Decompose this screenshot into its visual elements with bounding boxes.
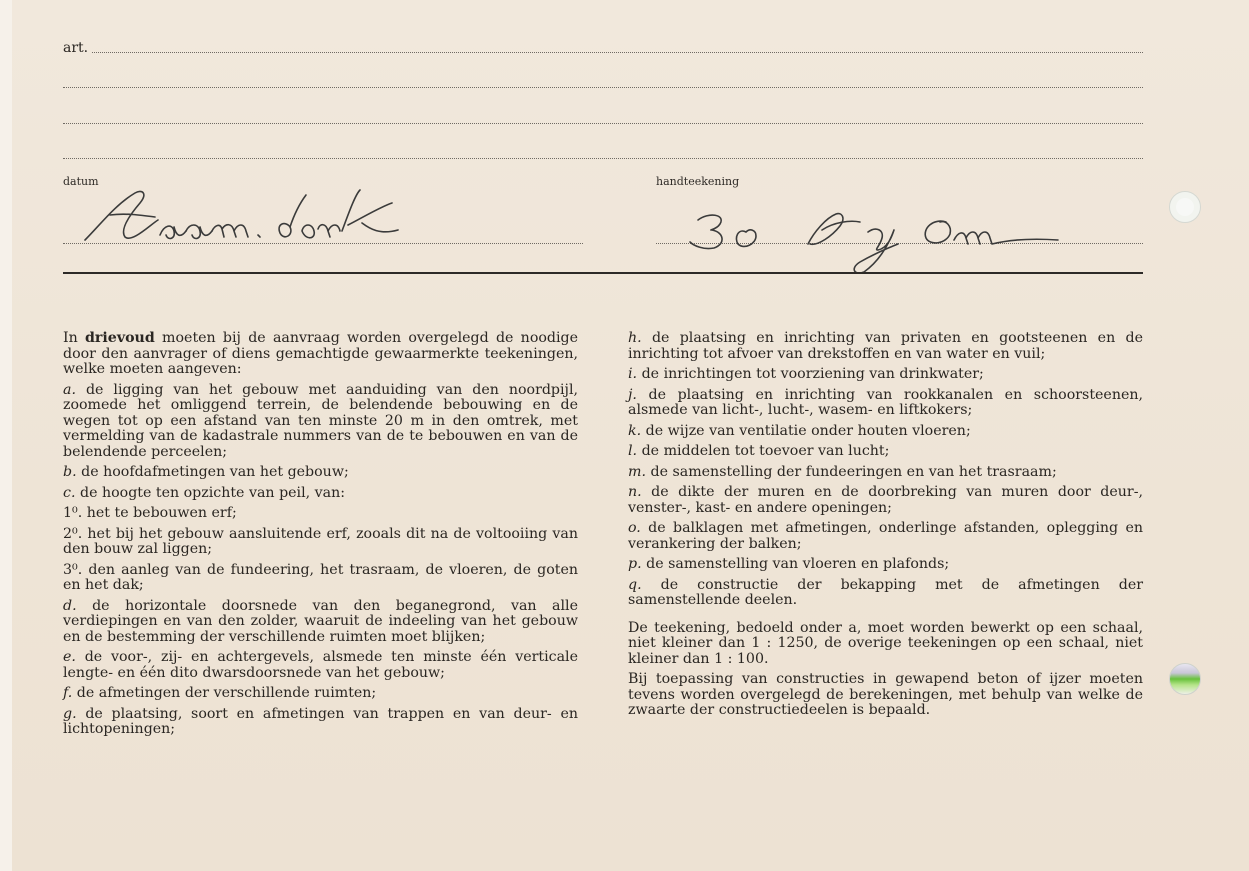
- art-dotted-line: [92, 52, 1143, 53]
- list-item: j. de plaatsing en inrichting van rookkanalen en schoorsteenen, alsmede van licht-, lucht-, wasem- en liftkokers;: [628, 386, 1143, 418]
- handwritten-date-right: [678, 192, 1078, 277]
- intro-bold: drievoud: [85, 330, 155, 346]
- list-item: l. de middelen tot toevoer van lucht;: [628, 443, 890, 459]
- intro-prefix: In: [63, 330, 78, 346]
- intro-rest: moeten bij de aanvraag worden overgelegd de noodige door den aanvrager of diens gemachtigde gewaarmerkte teekeningen, welke moeten aangeven:: [63, 330, 579, 377]
- list-item: c. de hoogte ten opzichte van peil, van:: [63, 484, 346, 501]
- punch-hole-top: [1169, 191, 1201, 223]
- list-item: a. de ligging van het gebouw met aanduiding van den noordpijl, zoomede het omliggend terrein, de belendende bebouwing en de wegen tot op een afstand van ten minste 20 m in den omtrek, met vermelding van de kadastrale nummers van de te bebouwen en van de belendende perceelen;: [63, 381, 578, 460]
- list-item: q. de constructie der bekapping met de afmetingen der samenstellende deelen.: [628, 576, 1143, 608]
- intro-paragraph: [63, 331, 578, 378]
- list-item: m. de samenstelling der fundeeringen en van het trasraam;: [628, 463, 1057, 480]
- list-item: 3⁰. den aanleg van de fundeering, het trasraam, de vloeren, de goten en het dak;: [63, 561, 578, 593]
- list-item: n. de dikte der muren en de doorbreking van muren door deur-, venster-, kast- en andere openingen;: [628, 484, 1143, 516]
- scale-paragraph: De teekening, bedoeld onder a, moet worden bewerkt op een schaal, niet kleiner dan 1 : 1250, de overige teekeningen op een schaal, niet kleiner dan 1 : 100.: [628, 619, 1143, 667]
- list-item: f. de afmetingen der verschillende ruimten;: [63, 685, 377, 701]
- list-item: p. de samenstelling van vloeren en plafonds;: [628, 556, 950, 572]
- handteekening-label: handteekening: [656, 175, 740, 188]
- left-column: [63, 331, 578, 743]
- list-item: 2⁰. het bij het gebouw aansluitende erf, zooals dit na de voltooiing van den bouw zal liggen;: [63, 525, 578, 557]
- punch-hole-bottom: [1169, 663, 1201, 695]
- list-item: k. de wijze van ventilatie onder houten vloeren;: [628, 422, 971, 439]
- list-item: e. de voor-, zij- en achtergevels, alsmede ten minste één verticale lengte- en één dito dwarsdoorsnede van het gebouw;: [63, 649, 578, 681]
- dotted-line-2: [63, 87, 1143, 88]
- separator-rule: [63, 272, 1143, 274]
- handwritten-date-left: [80, 185, 410, 255]
- dotted-line-4: [63, 158, 1143, 159]
- art-label: art.: [63, 40, 89, 56]
- concrete-paragraph: Bij toepassing van constructies in gewapend beton of ijzer moeten tevens worden overgelegd de berekeningen, met behulp van welke de zwaarte der constructiedeelen is bepaald.: [628, 671, 1143, 718]
- list-item: d. de horizontale doorsnede van den beganegrond, van alle verdiepingen en van den zolder, waaruit de indeeling van het gebouw en de bestemming der verschillende ruimten moet blijken;: [63, 597, 578, 645]
- datum-label: datum: [63, 175, 99, 188]
- list-item: i. de inrichtingen tot voorziening van drinkwater;: [628, 366, 984, 382]
- list-item: h. de plaatsing en inrichting van privaten en gootsteenen en de inrichting tot afvoer van drekstoffen en van water en vuil;: [628, 330, 1143, 362]
- paper-edge: [0, 0, 12, 871]
- right-column: [628, 331, 1143, 724]
- list-item: g. de plaatsing, soort en afmetingen van trappen en van deur- en lichtopeningen;: [63, 705, 578, 737]
- list-item: o. de balklagen met afmetingen, onderlinge afstanden, oplegging en verankering der balken;: [628, 520, 1144, 552]
- list-item: 1⁰. het te bebouwen erf;: [63, 505, 237, 521]
- list-item: b. de hoofdafmetingen van het gebouw;: [63, 464, 349, 480]
- dotted-line-3: [63, 123, 1143, 124]
